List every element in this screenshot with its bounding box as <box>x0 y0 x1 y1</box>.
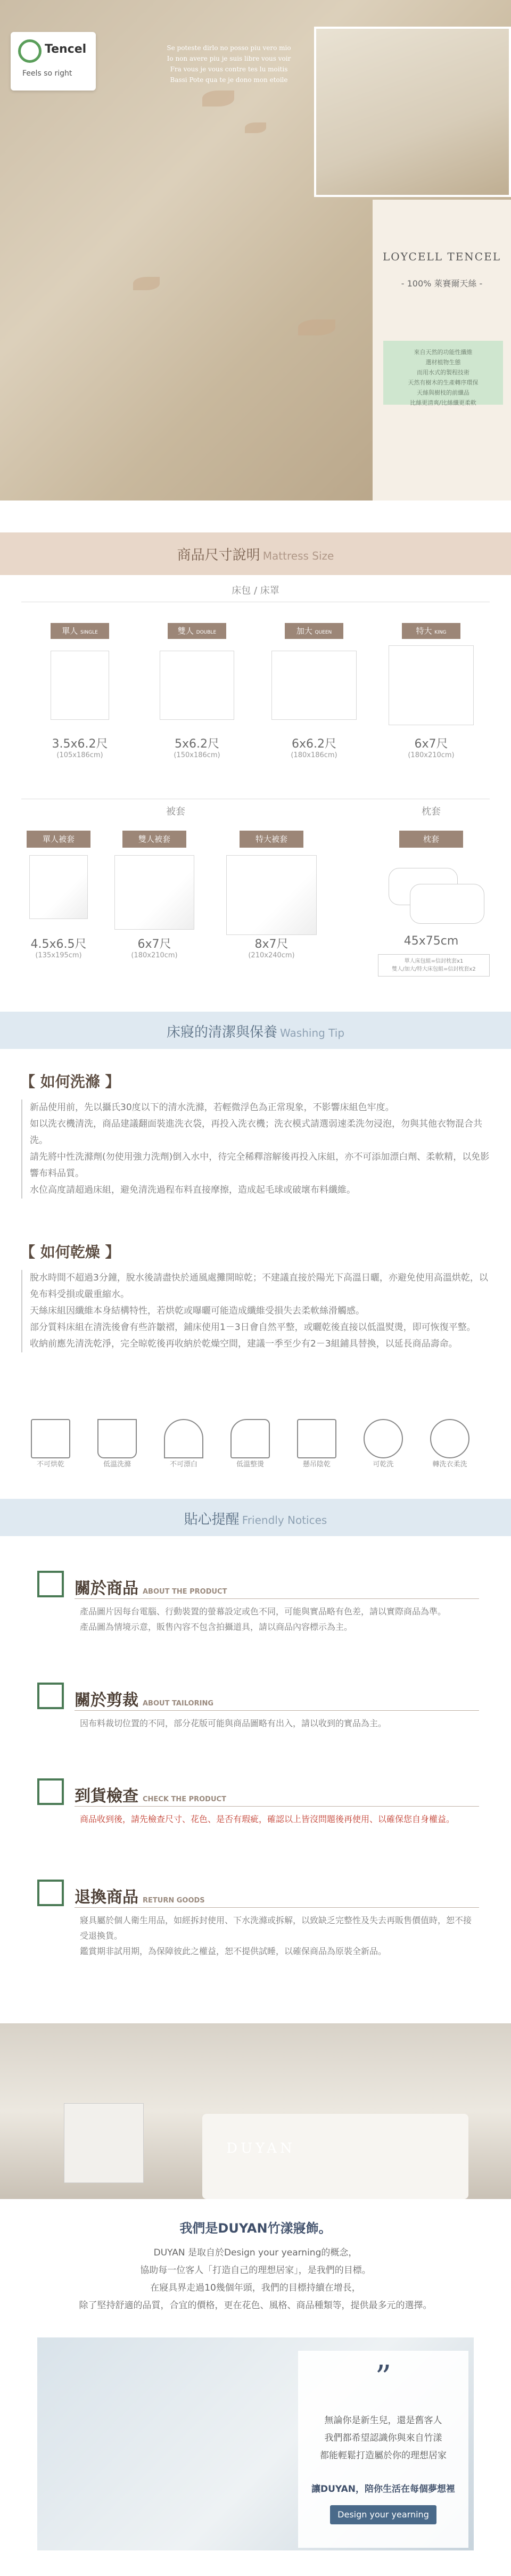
features-list <box>383 347 503 408</box>
dry-clean-icon <box>364 1419 403 1458</box>
notice-block-title: 到貨檢查 <box>75 1787 138 1806</box>
notice-heading <box>0 1499 511 1536</box>
bed-card <box>144 623 250 759</box>
care-icons <box>27 1419 490 1483</box>
feature-item: 天絲與樹枝的前纖品 <box>417 389 469 396</box>
bed-size: 6x7尺 <box>414 737 448 751</box>
about-paragraph: 協助每一位客人「打造自己的理想居家」，是我們的目標。 <box>140 2265 371 2276</box>
pillow-caption: 枕套 <box>422 806 441 817</box>
pillow-card <box>362 831 500 972</box>
wash-list <box>21 1100 490 1199</box>
no-bleach-icon <box>164 1419 203 1458</box>
about-paragraph: DUYAN 是取自於Design your yearning的概念， <box>153 2247 358 2258</box>
quilt-dim: (135x195cm) <box>35 951 82 959</box>
bed-label: 特大 <box>416 626 432 636</box>
wash-item: 新品使用前，先以攝氏30度以下的清水洗滌，若輕微浮色為正常現象，不影響床組色牢度。 <box>21 1100 490 1116</box>
bed-label: 雙人 <box>177 626 194 636</box>
notice-title: 貼心提醒 <box>184 1512 240 1528</box>
bed-label-en: DOUBLE <box>196 630 217 635</box>
bed-label-en: QUEEN <box>315 630 332 635</box>
hero-leaf-decoration <box>298 319 335 335</box>
bed-caption: 床包 / 床罩 <box>232 585 279 596</box>
divider <box>75 1598 479 1599</box>
notice-item: 鑑賞期非試用期，為保障彼此之權益，恕不提供試睡，以確保商品為原裝全新品。 <box>80 1946 387 1956</box>
bed-illustration <box>160 651 234 720</box>
quilt-label: 特大被套 <box>240 831 303 848</box>
quilt-label: 單人被套 <box>27 831 90 848</box>
quilt-illustration <box>29 855 88 919</box>
bed-dim: (105x186cm) <box>56 751 103 759</box>
quilt-illustration <box>114 855 194 930</box>
notice-title-en: Friendly Notices <box>242 1514 327 1527</box>
care-label: 轉洗衣柔洗 <box>432 1461 467 1469</box>
wash-title: 床寢的清潔與保養 <box>166 1024 277 1040</box>
divider <box>75 1710 479 1711</box>
hero-inset-photo <box>314 27 511 197</box>
wash-heading <box>0 1012 511 1049</box>
size-title: 商品尺寸說明 <box>177 547 260 563</box>
quilt-card <box>213 831 330 959</box>
notice-item: 因布料裁切位置的不同，部分花版可能與商品圖略有出入，請以收到的實品為主。 <box>80 1718 387 1728</box>
notice-block <box>37 1778 479 1824</box>
tencel-brand-text: Tencel <box>45 43 87 56</box>
quote-line: 無論你是新生兒，還是舊客人 <box>324 2415 442 2426</box>
check-icon <box>37 1683 64 1709</box>
quilt-size: 8x7尺 <box>254 938 289 951</box>
feature-item: 比絲更清爽/比絲纖更柔軟 <box>410 399 476 406</box>
care-label: 可乾洗 <box>373 1461 394 1469</box>
bed-dim: (180x210cm) <box>408 751 455 759</box>
care-label: 懸吊陰乾 <box>302 1461 331 1469</box>
check-icon <box>37 1880 64 1906</box>
low-temp-wash-icon <box>97 1419 137 1458</box>
wash-title-en: Washing Tip <box>280 1027 345 1039</box>
pillow-note-box <box>378 954 490 977</box>
divider <box>75 1806 479 1807</box>
size-heading <box>0 532 511 575</box>
quilt-card <box>106 831 202 959</box>
bed-dim: (150x186cm) <box>174 751 220 759</box>
quote-text <box>298 2412 468 2465</box>
bed-label: 單人 <box>62 626 78 636</box>
size-title-en: Mattress Size <box>262 549 334 562</box>
notice-item: 寢具屬於個人衛生用品，如經拆封使用、下水洗滌或拆解，以致缺乏完整性及失去再販售價值時，恕不接受退換貨。 <box>80 1915 472 1941</box>
poem-line: Bassi Pote qua te je dono mon etoile <box>170 76 288 84</box>
poem-line: Se poteste dirlo no posso piu vero mio <box>167 44 291 52</box>
quilt-size: 4.5x6.5尺 <box>30 938 87 951</box>
feature-item: 而用水式的製程技術 <box>417 369 469 376</box>
check-icon <box>37 1571 64 1597</box>
poem-line: Fra vous je vous contre tes lu moitis <box>170 65 288 73</box>
care-icon-item <box>160 1419 208 1469</box>
notice-block-title: 退換商品 <box>75 1888 138 1907</box>
quilt-size: 6x7尺 <box>137 938 171 951</box>
quote-mark: ” <box>375 2359 392 2396</box>
tencel-badge <box>11 32 96 91</box>
quilt-illustration <box>226 855 317 935</box>
bed-card <box>27 623 133 759</box>
about-paragraph: 除了堅持舒適的品質，合宜的價格，更在花色、風格、商品種類等，提供最多元的選擇。 <box>79 2300 432 2311</box>
dry-item: 收納前應先清洗乾淨，完全晾乾後再收納於乾燥空間，建議一季至少有2－3組鋪具替換，以延長商品壽命。 <box>21 1336 490 1352</box>
dry-item: 天絲床組因纖維本身結構特性，若烘乾或曝曬可能造成纖維受損失去柔軟絲滑觸感。 <box>21 1303 490 1319</box>
panel-subtitle: - 100% 萊賽爾天絲 - <box>401 278 483 289</box>
slogan: 讓DUYAN，陪你生活在每個夢想裡 <box>311 2484 455 2495</box>
notice-item: 產品圖片因每台電腦、行動裝置的螢幕設定或色不同，可能與實品略有色差，請以實際商品為準。 <box>80 1606 447 1617</box>
feature-item: 天然有樹木的生產轉序環保 <box>408 379 479 386</box>
notice-item: 產品圖為情境示意，販售內容不包含拍攝道具，請以商品內容標示為主。 <box>80 1622 353 1632</box>
care-label: 不可漂白 <box>169 1461 197 1469</box>
bed-card <box>378 623 484 759</box>
notice-item: 商品收到後，請先檢查尺寸、花色、是否有瑕疵，確認以上皆沒問題後再使用、以確保您自身權益。 <box>80 1814 455 1824</box>
quilt-label: 雙人被套 <box>122 831 186 848</box>
gentle-wash-icon <box>430 1419 469 1458</box>
care-icon-item <box>27 1419 75 1469</box>
about-paragraph: 在寢具界走過10幾個年頭，我們的目標持續在增長， <box>150 2283 361 2293</box>
divider <box>75 1907 479 1908</box>
tencel-logo-icon <box>18 39 42 63</box>
wash-item: 如以洗衣機清洗，商品建議翻面裝進洗衣袋，再投入洗衣機；洗衣模式請選弱速柔洗勿浸泡，勿與其他衣物混合共洗。 <box>21 1116 490 1149</box>
wash-question: 【 如何洗滌 】 <box>20 1073 120 1090</box>
bed-illustration <box>51 651 109 720</box>
bed-label-en: KING <box>434 630 447 635</box>
hero-poem <box>149 43 309 85</box>
hero-section <box>0 0 511 501</box>
bed-dim: (180x186cm) <box>291 751 337 759</box>
tencel-tagline: Feels so right <box>22 69 72 78</box>
bed-illustration <box>389 645 474 725</box>
pillow-illustration <box>410 884 484 924</box>
dry-item: 部分質料床組在清洗後會有些許皺褶，鋪床使用1－3日會自然平整，或曬乾後直接以低溫熨燙，即可恢復平整。 <box>21 1319 490 1336</box>
wash-item: 水位高度請超過床組，避免清洗過程布料直接摩擦，造成起毛球或破壞布料纖維。 <box>21 1182 490 1199</box>
quilt-caption: 被套 <box>166 806 185 817</box>
hang-dry-icon <box>297 1419 336 1458</box>
care-icon-item <box>226 1419 274 1469</box>
pillow-size: 45x75cm <box>403 934 459 948</box>
dry-question: 【 如何乾燥 】 <box>20 1243 120 1261</box>
care-label: 不可烘乾 <box>36 1461 64 1469</box>
nightstand <box>64 2103 144 2183</box>
quote-line: 我們都希望認識你與來自竹漾 <box>324 2433 442 2443</box>
hero-leaf-decoration <box>245 122 266 133</box>
care-icon-item <box>426 1419 474 1469</box>
check-icon <box>37 1778 64 1805</box>
bed-size: 3.5x6.2尺 <box>52 737 108 751</box>
notice-block <box>37 1683 479 1728</box>
notice-block-title: 關於剪裁 <box>75 1691 138 1710</box>
about-heading: 我們是DUYAN竹漾寢飾。 <box>179 2221 332 2236</box>
pillow-note: 單人床包組=信封枕套x1 <box>404 958 464 964</box>
wash-item: 請先將中性洗滌劑(勿使用強力洗劑)倒入水中，待完全稀釋溶解後再投入床組，亦不可添加漂白劑、柔軟精，以免影響布料品質。 <box>21 1149 490 1182</box>
low-iron-icon <box>230 1419 270 1458</box>
bed-card <box>261 623 367 759</box>
panel-title: LOYCELL TENCEL <box>383 250 501 263</box>
feature-item: 來自天然的功能性纖維 <box>414 349 473 356</box>
care-icon-item <box>359 1419 407 1469</box>
quilt-dim: (210x240cm) <box>248 951 295 959</box>
notice-block-sub: CHECK THE PRODUCT <box>143 1795 226 1803</box>
hero-leaf-decoration <box>133 277 160 290</box>
notice-block-sub: ABOUT THE PRODUCT <box>143 1588 227 1596</box>
care-icon-item <box>293 1419 341 1469</box>
quilt-dim: (180x210cm) <box>131 951 178 959</box>
notice-block-title: 關於商品 <box>75 1579 138 1598</box>
notice-block-sub: ABOUT TAILORING <box>143 1700 213 1708</box>
pillow-label: 枕套 <box>399 831 463 848</box>
bed-illustration <box>271 651 357 720</box>
hero-leaf-decoration <box>202 91 234 106</box>
brand-logo: DUYAN <box>226 2140 295 2156</box>
bed-size: 5x6.2尺 <box>174 737 219 751</box>
care-label: 低溫整燙 <box>236 1461 264 1469</box>
dry-item: 脫水時間不超過3分鐘，脫水後請盡快於通風處攤開晾乾；不建議直接於陽光下高溫日曬，亦避免使用高溫烘乾，以免布料受損或嚴重縮水。 <box>21 1270 490 1303</box>
notice-block <box>37 1571 479 1632</box>
feature-item: 選材植物生態 <box>425 359 461 366</box>
dry-list <box>21 1270 490 1352</box>
quote-line: 都能輕鬆打造屬於你的理想居家 <box>320 2450 447 2461</box>
pillow-note: 雙人/加大/特大床包組=信封枕套x2 <box>392 966 476 972</box>
notice-block <box>37 1880 479 1956</box>
design-button[interactable]: Design your yearning <box>330 2505 436 2524</box>
bed-sizes <box>27 623 484 783</box>
poem-line: Io non avere piu je suis libre vous voir <box>167 55 291 62</box>
care-label: 低溫洗滌 <box>103 1461 131 1469</box>
no-tumble-dry-icon <box>31 1419 70 1458</box>
notice-block-sub: RETURN GOODS <box>143 1897 205 1905</box>
bed-photo <box>202 2114 468 2199</box>
bed-label: 加大 <box>296 626 312 636</box>
bed-label-en: SINGLE <box>80 630 98 635</box>
care-icon-item <box>93 1419 141 1469</box>
quilt-card <box>21 831 96 959</box>
about-text <box>0 2244 511 2315</box>
bed-size: 6x6.2尺 <box>291 737 336 751</box>
